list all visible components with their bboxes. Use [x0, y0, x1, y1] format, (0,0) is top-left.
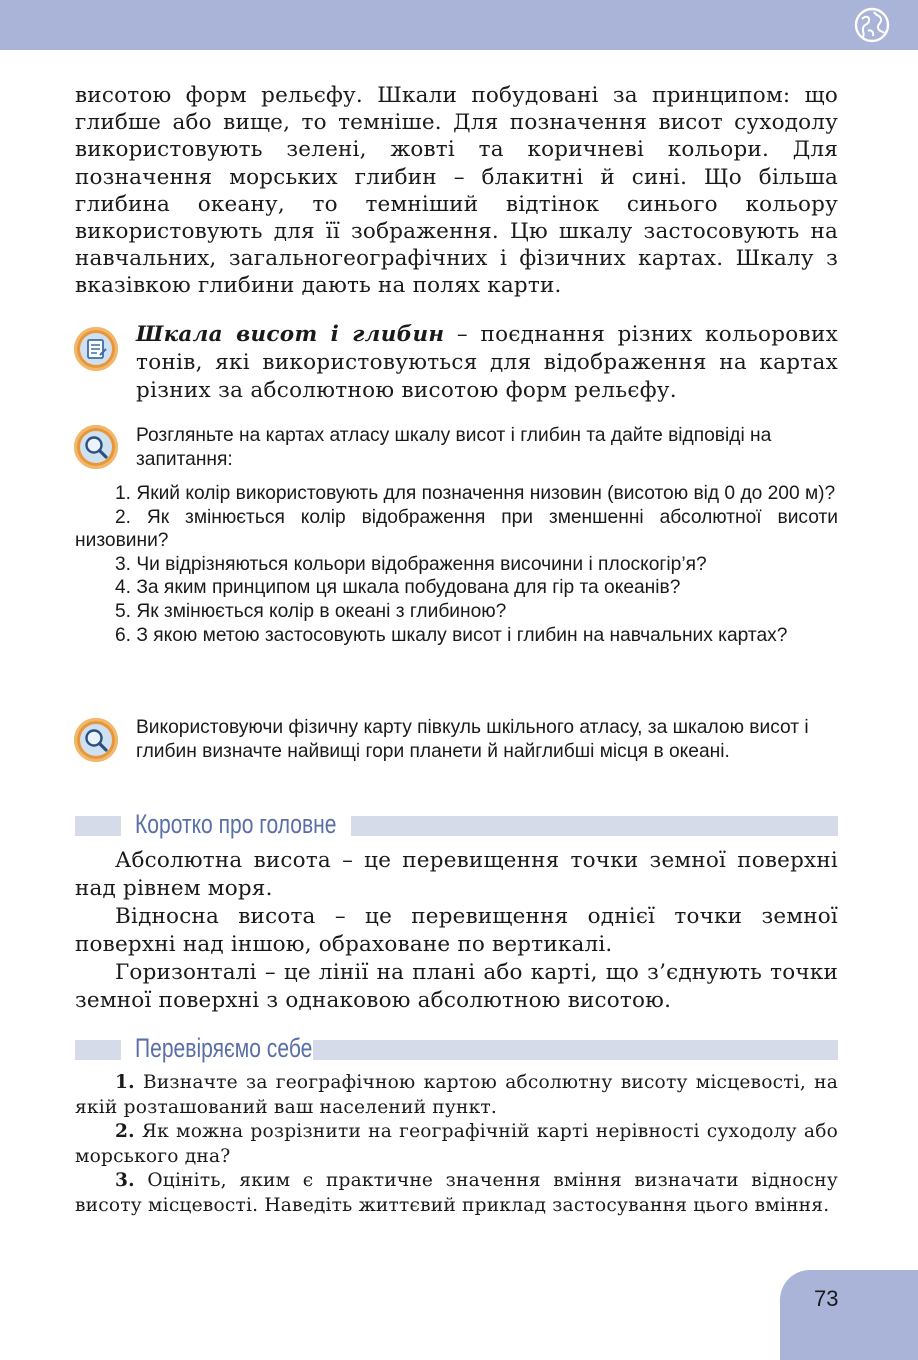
self-check-item: [75, 1071, 838, 1120]
notebook-glyph: [80, 333, 112, 365]
heading-bar-left: [75, 816, 121, 836]
intro-paragraph: [75, 82, 838, 300]
header-bar: [0, 0, 918, 50]
heading-bar-right: [313, 1040, 838, 1060]
self-check-title: Перевіряємо себе: [135, 1033, 313, 1063]
page-number: 73: [814, 1286, 839, 1311]
summary-heading: [75, 806, 838, 842]
self-check-item: [75, 1169, 838, 1218]
item-number: 1.: [115, 1072, 135, 1093]
heading-bar-right: [351, 816, 838, 836]
item-text: Оцініть, яким є практичне значення вміння визначати відносну висоту місцевості. Наведіть життєвий приклад застосування цього вміння.: [75, 1170, 838, 1216]
heading-bar-left: [75, 1040, 121, 1060]
question-item: 5. Як змінюється колір в океані з глибиною?: [115, 600, 507, 622]
intro-text: висотою форм рельєфу. Шкали побудовані за принципом: що глибше або вище, то темніше. Для позначення висот суходолу використовують зелені, жовті та коричневі кольори. Для позначення морських глибин – блакитні й сині. Що більша глибина океану, то темніший відтінок синього кольору використовують для її зображення. Цю шкалу застосовують на навчальних, загальногеографічних і фізичних картах. Шкалу з вказівкою глибини дають на полях карти.: [75, 83, 838, 299]
magnifier-icon: [74, 718, 118, 762]
summary-block: [75, 847, 838, 1015]
item-text: Як можна розрізнити на географічній карті нерівності суходолу або морського дна?: [75, 1121, 838, 1167]
summary-paragraph: Відносна висота – це перевищення однієї точки земної поверхні над іншою, обраховане по вертикалі.: [75, 904, 838, 957]
item-number: 2.: [115, 1121, 135, 1143]
self-check-item: [75, 1120, 838, 1169]
magnifier-icon: [74, 425, 118, 469]
self-check-list: [75, 1071, 838, 1219]
definition-block: [136, 321, 838, 405]
self-check-heading: [75, 1030, 838, 1066]
magnifier-glyph: [80, 724, 112, 756]
question-item: 2. Як змінюється колір відображення при зменшенні абсолютної висоти низовини?: [75, 506, 838, 552]
question-item: 4. За яким принципом ця шкала побудована для гір та океанів?: [115, 577, 681, 599]
question-item: 3. Чи відрізняються кольори відображення височини і плоскогір’я?: [115, 553, 707, 575]
item-number: 3.: [115, 1170, 135, 1192]
notebook-icon: [74, 327, 118, 371]
question-item: 1. Який колір використовують для позначення низовин (висотою від 0 до 200 м)?: [115, 483, 836, 504]
magnifier-glyph: [80, 431, 112, 463]
summary-paragraph: Абсолютна висота – це перевищення точки земної поверхні над рівнем моря.: [75, 848, 838, 901]
task1-intro: Розгляньте на картах атласу шкалу висот і глибин та дайте відповіді на запитання:: [136, 425, 772, 470]
summary-title: Коротко про головне: [135, 809, 337, 839]
page-number-tab: [780, 1270, 918, 1360]
item-text: Визначте за географічною картою абсолютну висоту місцевості, на якій розташований ваш населений пункт.: [75, 1072, 838, 1118]
task2-text: Використовуючи фізичну карту півкуль шкільного атласу, за шкалою висот і глибин визначте найвищі гори планети й найглибші місця в океані.: [136, 717, 809, 762]
task1-questions: [75, 482, 838, 647]
question-item: 6. З якою метою застосовують шкалу висот і глибин на навчальних картах?: [115, 624, 788, 646]
globe-icon: [854, 7, 890, 43]
summary-paragraph: Горизонталі – це лінії на плані або карті, що з’єднують точки земної поверхні з однаковою абсолютною висотою.: [75, 960, 838, 1013]
definition-text: – поєднання різних кольорових тонів, які використовуються для відображення на картах різних за абсолютною висотою форм рельєфу.: [136, 322, 838, 403]
definition-term: Шкала висот і глибин: [136, 322, 445, 347]
